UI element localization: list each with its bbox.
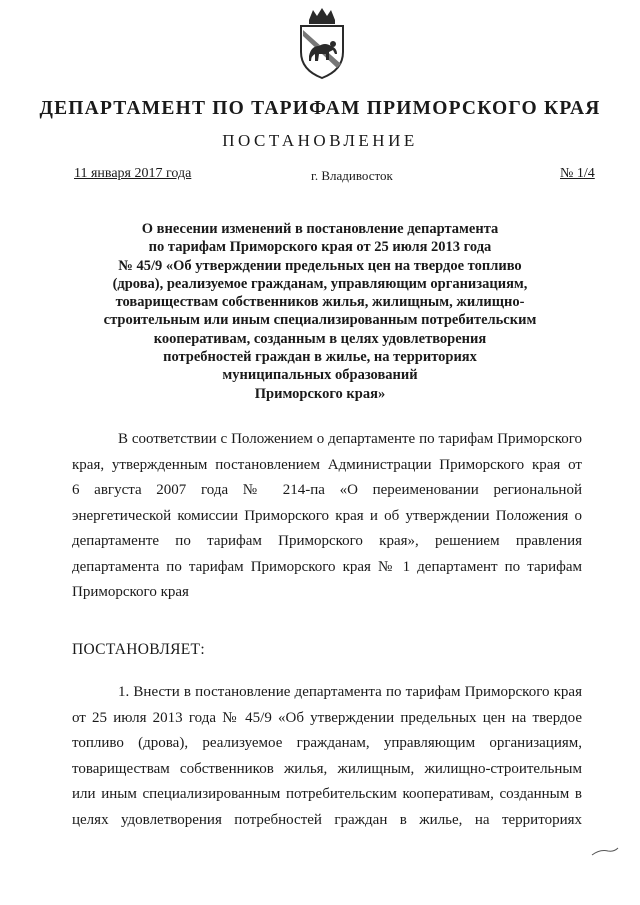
document-type: ПОСТАНОВЛЕНИЕ xyxy=(222,131,418,150)
coat-of-arms-icon xyxy=(295,6,349,80)
preamble-line: Приморского края xyxy=(72,584,189,600)
preamble-line: департаменте по тарифам Приморского края», решением правления xyxy=(72,533,582,549)
decree-heading: ПОСТАНОВЛЯЕТ: xyxy=(72,641,205,658)
preamble-line: 6 августа 2007 года № 214-па «О переименовании региональной xyxy=(72,482,582,498)
preamble-line: энергетической комиссии Приморского края и об утверждении Положения о xyxy=(72,507,582,524)
item-line: целях удовлетворения потребностей граждан в жилье, на территориях xyxy=(72,811,582,828)
subject-line: товариществам собственников жилья, жилищным, жилищно- xyxy=(115,294,525,311)
document-city: г. Владивосток xyxy=(311,168,393,183)
subject-line: О внесении изменений в постановление департамента xyxy=(141,221,499,237)
subject-line: по тарифам Приморского края от 25 июля 2013 года xyxy=(148,239,492,256)
preamble-line: департамента по тарифам Приморского края № 1 департамент по тарифам xyxy=(72,558,582,575)
item-line: 1. Внести в постановление департамента по тарифам Приморского края xyxy=(118,684,582,700)
pen-mark-icon xyxy=(590,845,620,859)
item-line: топливо (дрова), реализуемое гражданам, управляющим организациям, xyxy=(72,735,582,751)
preamble-paragraph xyxy=(72,427,582,606)
subject-line: кооперативам, созданным в целях удовлетворения xyxy=(153,330,487,347)
subject-line: строительным или иным специализированным потребительским xyxy=(103,312,537,329)
subject-line: (дрова), реализуемое гражданам, управляющим организациям, xyxy=(112,275,528,292)
preamble-line: края, утвержденным постановлением Администрации Приморского края от xyxy=(72,456,582,473)
item-1-paragraph xyxy=(72,680,582,833)
subject-line: муниципальных образований xyxy=(222,367,418,384)
preamble-line: В соответствии с Положением о департаменте по тарифам Приморского xyxy=(118,431,582,447)
item-line: товариществам собственников жилья, жилищным, жилищно-строительным xyxy=(72,760,582,777)
document-subject xyxy=(60,220,580,403)
subject-line: Приморского края» xyxy=(254,385,386,402)
organization-title: ДЕПАРТАМЕНТ ПО ТАРИФАМ ПРИМОРСКОГО КРАЯ xyxy=(39,98,601,119)
subject-line: № 45/9 «Об утверждении предельных цен на твердое топливо xyxy=(118,257,522,274)
item-line: или иным специализированным потребительским кооперативам, созданным в xyxy=(72,786,582,802)
item-line: от 25 июля 2013 года № 45/9 «Об утверждении предельных цен на твердое xyxy=(72,709,582,726)
subject-line: потребностей граждан в жилье, на территориях xyxy=(163,349,477,366)
document-date: 11 января 2017 года xyxy=(74,166,192,181)
document-number: № 1/4 xyxy=(560,166,595,181)
